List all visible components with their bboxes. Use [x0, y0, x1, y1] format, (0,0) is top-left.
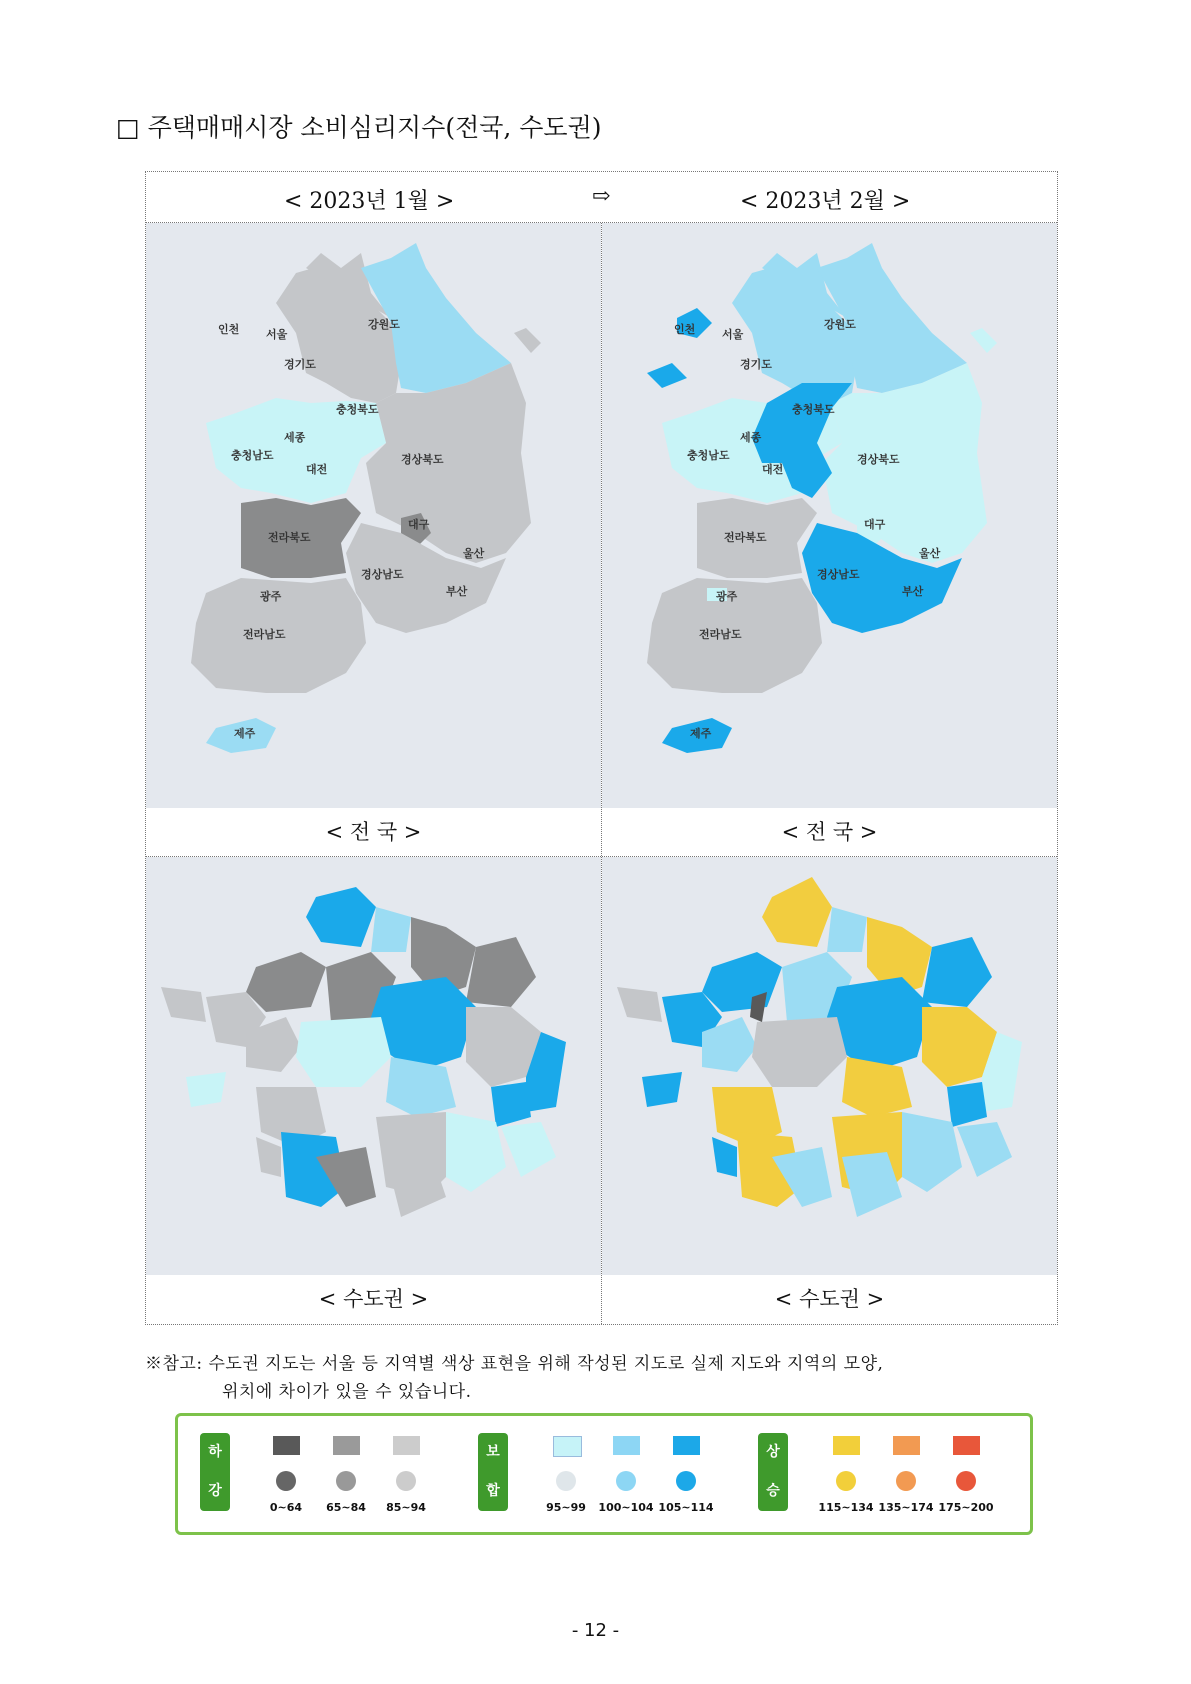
region-label: 울산 [919, 547, 941, 560]
region-label: 경기도 [284, 358, 316, 371]
nation-map-jan [146, 223, 601, 808]
header-jan: < 2023년 1월 > [284, 189, 455, 214]
legend-tag-flat: 보 합 [478, 1433, 508, 1511]
legend-swatch-5 [613, 1436, 640, 1455]
region-label: 제주 [234, 727, 256, 740]
region-label: 인천 [218, 323, 240, 336]
orange-sun-icon [896, 1471, 916, 1491]
table-header [146, 172, 1057, 223]
caption-capital-feb: < 수도권 > [774, 1287, 885, 1311]
rain-icon [336, 1471, 356, 1491]
region-label: 경상북도 [857, 453, 900, 466]
legend-range-6: 105~114 [658, 1501, 714, 1514]
legend-swatch-8 [893, 1436, 920, 1455]
nation-map-feb [602, 223, 1057, 808]
legend-range-8: 135~174 [878, 1501, 934, 1514]
region-label: 부산 [446, 585, 468, 598]
region-label: 제주 [690, 727, 712, 740]
legend-range-3: 85~94 [386, 1501, 426, 1514]
partly-cloudy-icon [556, 1471, 576, 1491]
legend-range-9: 175~200 [938, 1501, 994, 1514]
footnote-line1: ※참고: 수도권 지도는 서울 등 지역별 색상 표현을 위해 작성된 지도로 실제 지도와 지역의 모양, [145, 1354, 884, 1374]
region-label: 서울 [266, 328, 288, 341]
legend-swatch-3 [393, 1436, 420, 1455]
cloud-icon [396, 1471, 416, 1491]
legend-range-2: 65~84 [326, 1501, 366, 1514]
red-sun-icon [956, 1471, 976, 1491]
map-table [145, 171, 1058, 1325]
region-label: 충청남도 [687, 449, 730, 462]
legend-range-1: 0~64 [269, 1501, 303, 1514]
region-label: 전라북도 [724, 531, 767, 544]
capital-map-jan [146, 857, 601, 1275]
legend-tag-fall: 하 강 [200, 1433, 230, 1511]
region-label: 부산 [902, 585, 924, 598]
footnote [145, 1350, 1065, 1406]
caption-capital-jan: < 수도권 > [318, 1287, 429, 1311]
region-label: 전라북도 [268, 531, 311, 544]
legend-swatch-4 [553, 1436, 582, 1457]
heavy-rain-icon [276, 1471, 296, 1491]
arrow-icon: ⇨ [592, 184, 611, 209]
region-label: 대전 [762, 463, 784, 476]
region-label: 경상북도 [401, 453, 444, 466]
region-label: 충청남도 [231, 449, 274, 462]
light-blue-sun-icon [616, 1471, 636, 1491]
legend-swatch-2 [333, 1436, 360, 1455]
blue-sun-icon [676, 1471, 696, 1491]
region-label: 전라남도 [699, 628, 742, 641]
region-label: 전라남도 [243, 628, 286, 641]
region-label: 인천 [674, 323, 696, 336]
column-divider [601, 223, 602, 1324]
region-label: 대구 [864, 518, 886, 531]
legend-swatch-1 [273, 1436, 300, 1455]
legend-range-4: 95~99 [546, 1501, 586, 1514]
legend-tag-rise: 상 승 [758, 1433, 788, 1511]
footnote-line2: 위치에 차이가 있을 수 있습니다. [222, 1382, 472, 1402]
legend [175, 1413, 1033, 1535]
region-label: 광주 [260, 590, 282, 603]
region-label: 충청북도 [336, 403, 379, 416]
yellow-sun-icon [836, 1471, 856, 1491]
legend-range-5: 100~104 [598, 1501, 654, 1514]
region-label: 대전 [306, 463, 328, 476]
region-label: 충청북도 [792, 403, 835, 416]
caption-nation-jan: < 전 국 > [146, 808, 601, 857]
region-label: 강원도 [824, 318, 856, 331]
legend-swatch-6 [673, 1436, 700, 1455]
region-label: 광주 [716, 590, 738, 603]
region-label: 경상남도 [361, 568, 404, 581]
region-label: 세종 [740, 431, 762, 444]
caption-nation-feb: < 전 국 > [602, 808, 1057, 857]
region-label: 경상남도 [817, 568, 860, 581]
page-number: - 12 - [571, 1620, 620, 1641]
header-feb: < 2023년 2월 > [740, 189, 911, 214]
region-label: 경기도 [740, 358, 772, 371]
region-label: 서울 [722, 328, 744, 341]
region-label: 대구 [408, 518, 430, 531]
legend-range-7: 115~134 [818, 1501, 874, 1514]
legend-swatch-9 [953, 1436, 980, 1455]
region-label: 울산 [463, 547, 485, 560]
region-label: 세종 [284, 431, 306, 444]
capital-map-feb [602, 857, 1057, 1275]
page-title: □ 주택매매시장 소비심리지수(전국, 수도권) [116, 113, 602, 142]
legend-swatch-7 [833, 1436, 860, 1455]
region-label: 강원도 [368, 318, 400, 331]
